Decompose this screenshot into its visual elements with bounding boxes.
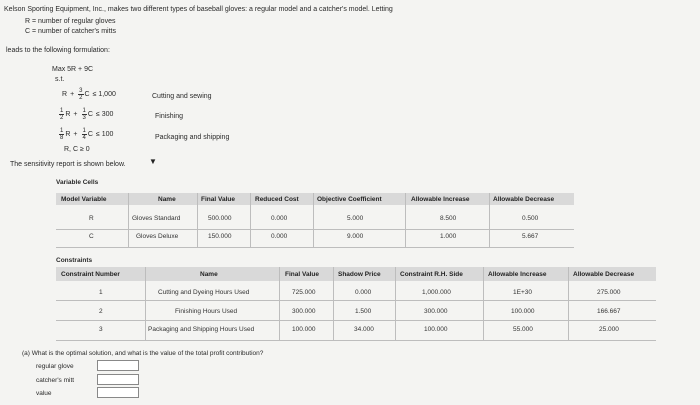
- c3-var2: C: [87, 131, 93, 138]
- catchers-mitt-input[interactable]: [97, 374, 139, 385]
- constraint-1: [62, 88, 116, 101]
- con-r2-shadow: 1.500: [355, 308, 372, 315]
- var-r2-final: 150.000: [208, 233, 232, 240]
- con-r3-final: 100.000: [292, 326, 316, 333]
- var-r1-dec: 0.500: [522, 215, 539, 222]
- subject-to: s.t.: [55, 76, 65, 83]
- con-header-name: Name: [200, 271, 218, 278]
- var-r2-objcoef: 9.000: [347, 233, 364, 240]
- nonnegativity: R, C ≥ 0: [64, 146, 90, 153]
- value-input[interactable]: [97, 387, 139, 398]
- con-r2-inc: 100.000: [511, 308, 535, 315]
- var-r1-objcoef: 5.000: [347, 215, 364, 222]
- var-r1-reduced: 0.000: [271, 215, 288, 222]
- c1-fraction: $\frac{3}{2}$: [79, 88, 83, 101]
- con-r2-rhs: 300.000: [424, 308, 448, 315]
- con-header-shadow: Shadow Price: [338, 271, 381, 278]
- con-r3-inc: 55.000: [513, 326, 533, 333]
- con-r3-shadow: 34.000: [354, 326, 374, 333]
- label-value: value: [36, 390, 52, 397]
- con-r3-number: 3: [99, 326, 103, 333]
- question-a: (a) What is the optimal solution, and what is the value of the total profit contribution?: [22, 350, 264, 357]
- label-catchers-mitt: catcher's mitt: [36, 377, 75, 384]
- c2-rhs: ≤ 300: [95, 111, 114, 118]
- var-header-final: Final Value: [201, 196, 235, 203]
- var-header-dec: Allowable Decrease: [493, 196, 555, 203]
- con-r3-name: Packaging and Shipping Hours Used: [148, 326, 255, 333]
- var-r1-inc: 8.500: [440, 215, 457, 222]
- c3-var1: R: [65, 131, 71, 138]
- con-header-dec: Allowable Decrease: [573, 271, 635, 278]
- var-r2-reduced: 0.000: [271, 233, 288, 240]
- definition-c: C = number of catcher's mitts: [25, 28, 117, 35]
- definition-r: R = number of regular gloves: [25, 18, 116, 25]
- c1-plus: +: [70, 91, 75, 98]
- var-header-inc: Allowable Increase: [411, 196, 470, 203]
- c2-var1: R: [65, 111, 71, 118]
- con-r1-dec: 275.000: [597, 289, 621, 296]
- con-header-rhs: Constraint R.H. Side: [400, 271, 463, 278]
- con-r2-final: 300.000: [292, 308, 316, 315]
- label-regular-glove: regular glove: [36, 363, 74, 370]
- con-r1-name: Cutting and Dyeing Hours Used: [158, 289, 250, 296]
- c3-fraction-2: $\frac{1}{4}$: [82, 128, 86, 141]
- con-r2-number: 2: [99, 308, 103, 315]
- constraint-2-label: Finishing: [155, 113, 184, 120]
- constraint-3-label: Packaging and shipping: [155, 134, 230, 141]
- var-r2-inc: 1.000: [440, 233, 457, 240]
- constraint-1-label: Cutting and sewing: [152, 93, 212, 100]
- var-header-reduced: Reduced Cost: [255, 196, 299, 203]
- objective-function: Max 5R + 9C: [52, 66, 94, 73]
- regular-glove-input[interactable]: [97, 360, 139, 371]
- con-r1-number: 1: [99, 289, 103, 296]
- variable-cells-title: Variable Cells: [56, 179, 99, 186]
- constraint-2: [58, 108, 113, 121]
- con-header-number: Constraint Number: [61, 271, 120, 278]
- var-r1-model: R: [89, 215, 94, 222]
- var-r2-model: C: [89, 233, 94, 240]
- var-header-objcoef: Objective Coefficient: [317, 196, 382, 203]
- c2-var2: C: [87, 111, 93, 118]
- var-r1-name: Gloves Standard: [132, 215, 181, 222]
- var-header-name: Name: [158, 196, 176, 203]
- var-r2-dec: 5.667: [522, 233, 539, 240]
- c2-plus: +: [73, 111, 78, 118]
- c2-fraction-1: $\frac{1}{2}$: [60, 108, 64, 121]
- c1-var2: C: [84, 91, 90, 98]
- var-r1-final: 500.000: [208, 215, 232, 222]
- cursor-icon: ▼: [149, 157, 157, 166]
- leads-text: leads to the following formulation:: [6, 47, 110, 54]
- c1-var1: R: [62, 91, 68, 98]
- constraint-3: [58, 128, 113, 141]
- con-r3-dec: 25.000: [599, 326, 619, 333]
- con-r3-rhs: 100.000: [424, 326, 448, 333]
- intro-text: Kelson Sporting Equipment, Inc., makes two different types of baseball gloves: a regular model and a catcher's model. Letting: [4, 6, 393, 13]
- c3-fraction-1: $\frac{1}{8}$: [60, 128, 64, 141]
- c2-fraction-2: $\frac{1}{3}$: [82, 108, 86, 121]
- sensitivity-intro: The sensitivity report is shown below.: [10, 161, 126, 168]
- c3-rhs: ≤ 100: [95, 131, 114, 138]
- con-r2-dec: 166.667: [597, 308, 621, 315]
- con-r1-rhs: 1,000.000: [422, 289, 451, 296]
- con-r1-final: 725.000: [292, 289, 316, 296]
- con-header-final: Final Value: [285, 271, 319, 278]
- var-header-model: Model Variable: [61, 196, 107, 203]
- constraints-title: Constraints: [56, 257, 93, 264]
- con-r2-name: Finishing Hours Used: [175, 308, 238, 315]
- con-r1-inc: 1E+30: [513, 289, 532, 296]
- c3-plus: +: [73, 131, 78, 138]
- var-r2-name: Gloves Deluxe: [136, 233, 179, 240]
- con-r1-shadow: 0.000: [355, 289, 372, 296]
- c1-rhs: ≤ 1,000: [92, 91, 116, 98]
- con-header-inc: Allowable Increase: [488, 271, 547, 278]
